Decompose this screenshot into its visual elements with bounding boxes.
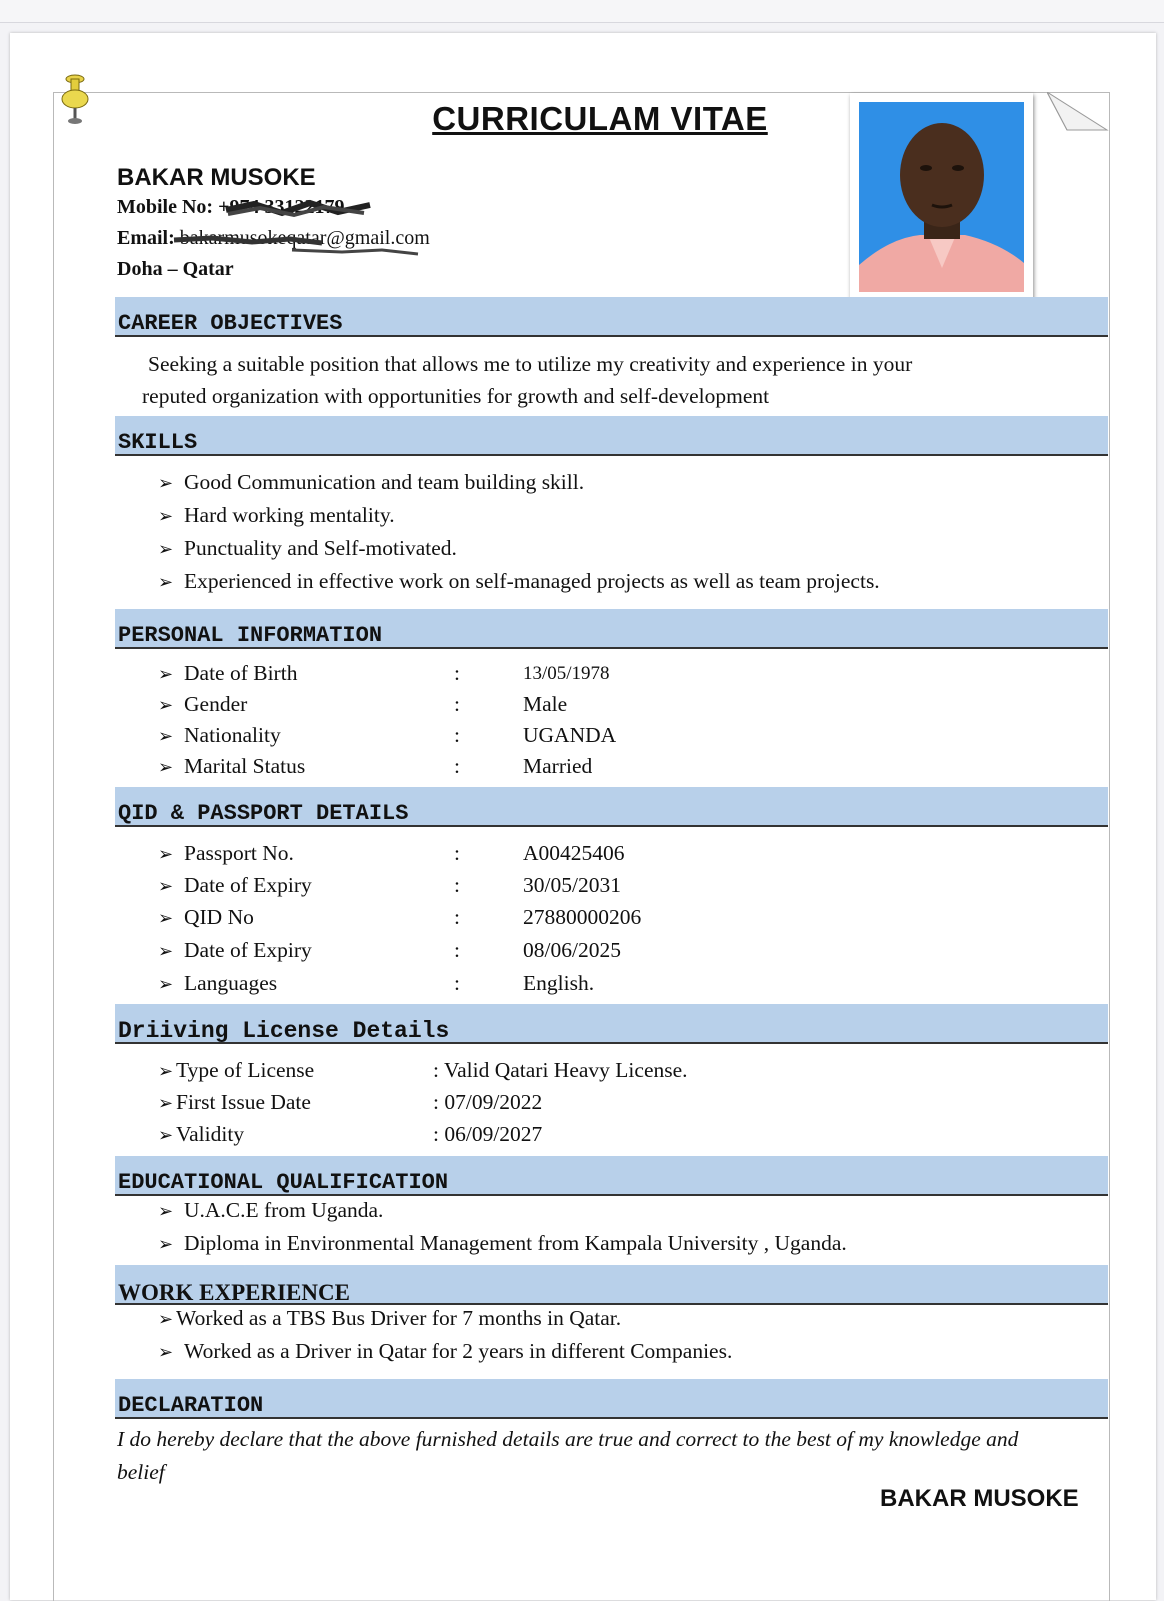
document-title: CURRICULAM VITAE (432, 100, 768, 137)
section-header-qid-passport: QID & PASSPORT DETAILS (115, 787, 1108, 827)
arrow-bullet-icon: ➢ (158, 1234, 174, 1255)
signature-name: BAKAR MUSOKE (880, 1485, 1079, 1512)
arrow-bullet-icon: ➢ (158, 695, 174, 716)
education-item: ➢ Diploma in Environmental Management from Kampala University , Uganda. (158, 1231, 847, 1255)
location-value: Doha – Qatar (117, 258, 234, 280)
arrow-bullet-icon: ➢ (158, 876, 174, 897)
arrow-bullet-icon: ➢ (158, 757, 174, 778)
mobile-label: Mobile No: (117, 196, 214, 218)
arrow-bullet-icon: ➢ (158, 506, 174, 527)
skill-item: ➢ Hard working mentality. (158, 503, 395, 527)
arrow-bullet-icon: ➢ (158, 1309, 174, 1330)
arrow-bullet-icon: ➢ (158, 1201, 174, 1222)
arrow-bullet-icon: ➢ (158, 539, 174, 560)
page-curl-icon (1047, 92, 1109, 134)
section-header-skills: SKILLS (115, 416, 1108, 456)
arrow-bullet-icon: ➢ (158, 473, 174, 494)
declaration-text: I do hereby declare that the above furnished details are true and correct to the best of my knowledge and belief (117, 1427, 1019, 1484)
section-header-career-objectives: CAREER OBJECTIVES (115, 297, 1108, 337)
email-label: Email: (117, 227, 175, 249)
work-item: ➢ Worked as a TBS Bus Driver for 7 months in Qatar. (158, 1306, 622, 1330)
location-line (117, 258, 234, 281)
section-header-declaration: DECLARATION (115, 1379, 1108, 1419)
arrow-bullet-icon: ➢ (158, 572, 174, 593)
arrow-bullet-icon: ➢ (158, 974, 174, 995)
mobile-value: +974 33122179 (218, 196, 345, 218)
section-header-personal-information: PERSONAL INFORMATION (115, 609, 1108, 649)
arrow-bullet-icon: ➢ (158, 941, 174, 962)
career-objective-line: Seeking a suitable position that allows me to utilize my creativity and experience in your (148, 352, 913, 376)
viewer-top-bar (0, 0, 1164, 23)
skill-item: ➢ Experienced in effective work on self-managed projects as well as team projects. (158, 569, 880, 593)
arrow-bullet-icon: ➢ (158, 1061, 174, 1082)
arrow-bullet-icon: ➢ (158, 726, 174, 747)
redaction-scribble (224, 198, 374, 220)
arrow-bullet-icon: ➢ (158, 1342, 174, 1363)
candidate-name: BAKAR MUSOKE (117, 164, 316, 191)
work-item: ➢ Worked as a Driver in Qatar for 2 years in different Companies. (158, 1339, 733, 1363)
section-header-work-experience: WORK EXPERIENCE (115, 1265, 1108, 1305)
career-objective-line: reputed organization with opportunities for growth and self-development (142, 384, 770, 408)
skill-item: ➢ Punctuality and Self-motivated. (158, 536, 457, 560)
arrow-bullet-icon: ➢ (158, 1125, 174, 1146)
email-value: bakarmusokeqatar@gmail.com (179, 227, 430, 249)
arrow-bullet-icon: ➢ (158, 1093, 174, 1114)
arrow-bullet-icon: ➢ (158, 664, 174, 685)
section-header-education: EDUCATIONAL QUALIFICATION (115, 1156, 1108, 1196)
redaction-scribble (172, 228, 422, 260)
profile-photo (850, 93, 1033, 301)
skill-item: ➢ Good Communication and team building skill. (158, 470, 585, 494)
section-header-driving-license: Driiving License Details (115, 1004, 1108, 1044)
education-item: ➢ U.A.C.E from Uganda. (158, 1198, 384, 1222)
arrow-bullet-icon: ➢ (158, 844, 174, 865)
push-pin-icon (60, 73, 92, 129)
arrow-bullet-icon: ➢ (158, 908, 174, 929)
